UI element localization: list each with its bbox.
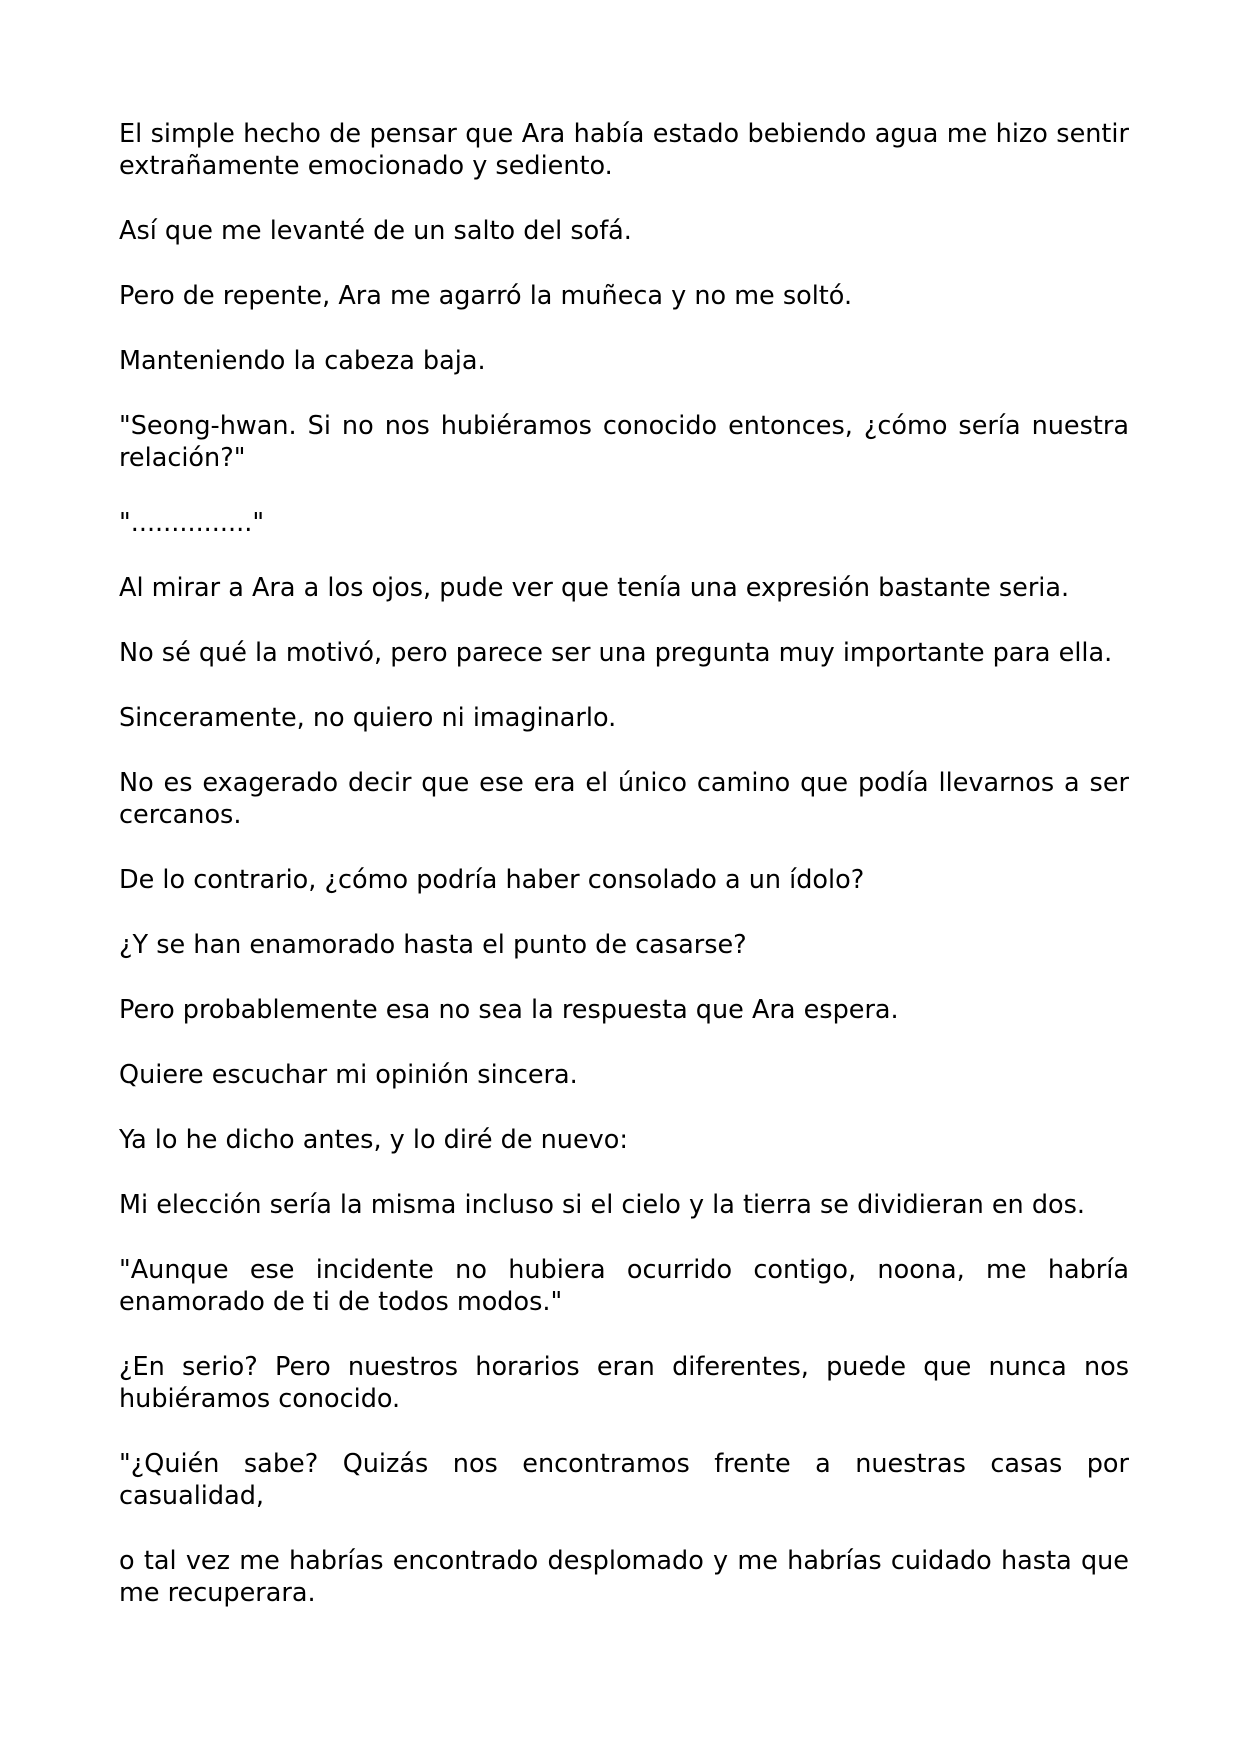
paragraph: "Aunque ese incidente no hubiera ocurrido contigo, noona, me habría enamorado de ti de todos modos." [119,1255,1129,1317]
paragraph: Ya lo he dicho antes, y lo diré de nuevo: [119,1125,628,1155]
paragraph: Pero de repente, Ara me agarró la muñeca y no me soltó. [119,281,853,311]
paragraph: Manteniendo la cabeza baja. [119,346,486,376]
paragraph: Así que me levanté de un salto del sofá. [119,216,632,246]
paragraph: No sé qué la motivó, pero parece ser una pregunta muy importante para ella. [119,638,1113,668]
paragraph: Sinceramente, no quiero ni imaginarlo. [119,703,617,733]
paragraph: No es exagerado decir que ese era el único camino que podía llevarnos a ser cercanos. [119,768,1129,830]
paragraph: Mi elección sería la misma incluso si el cielo y la tierra se dividieran en dos. [119,1190,1085,1220]
paragraph: ¿En serio? Pero nuestros horarios eran diferentes, puede que nunca nos hubiéramos conocido. [119,1352,1129,1414]
paragraph: El simple hecho de pensar que Ara había estado bebiendo agua me hizo sentir extrañamente emocionado y sediento. [119,119,1129,181]
paragraph: o tal vez me habrías encontrado desplomado y me habrías cuidado hasta que me recuperara. [119,1546,1129,1608]
paragraph: Al mirar a Ara a los ojos, pude ver que tenía una expresión bastante seria. [119,573,1070,603]
paragraph: "¿Quién sabe? Quizás nos encontramos frente a nuestras casas por casualidad, [119,1449,1129,1511]
paragraph: "Seong-hwan. Si no nos hubiéramos conocido entonces, ¿cómo sería nuestra relación?" [119,411,1129,473]
paragraph: "..............." [119,508,265,538]
paragraph: Quiere escuchar mi opinión sincera. [119,1060,578,1090]
paragraph: Pero probablemente esa no sea la respuesta que Ara espera. [119,995,899,1025]
paragraph: ¿Y se han enamorado hasta el punto de casarse? [119,930,747,960]
paragraph: De lo contrario, ¿cómo podría haber consolado a un ídolo? [119,865,865,895]
document-body [119,118,1129,1642]
